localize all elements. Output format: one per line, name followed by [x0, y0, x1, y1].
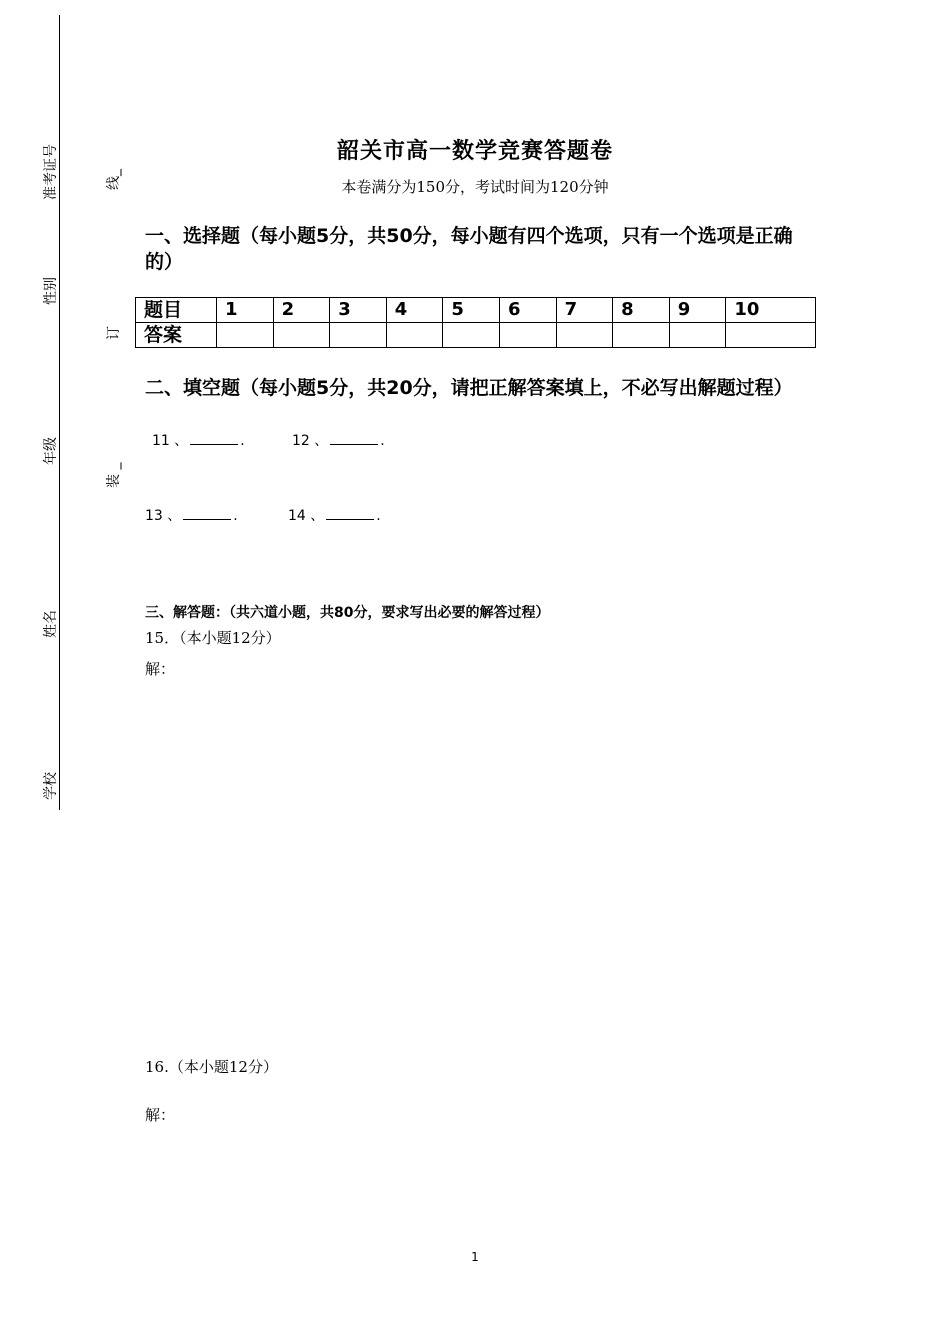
field-exam-id: 准考证号 — [43, 144, 59, 200]
seal-mark-pack: 装 _ — [106, 462, 122, 488]
question-number: 7 — [556, 298, 613, 323]
answer-cell[interactable] — [669, 323, 726, 348]
blank-line[interactable] — [326, 507, 374, 520]
row-label-question: 题目 — [136, 298, 217, 323]
question-number: 6 — [499, 298, 556, 323]
question-16-label: 16.（本小题12分） — [145, 1058, 278, 1076]
table-row — [136, 298, 816, 323]
field-gender: 性别 — [43, 277, 59, 305]
answer-cell[interactable] — [556, 323, 613, 348]
field-school: 学校 — [43, 772, 59, 800]
seal-mark-bind: 订 — [106, 326, 122, 340]
question-15-label: 15．（本小题12分） — [145, 629, 281, 647]
answer-cell[interactable] — [613, 323, 670, 348]
section1-heading: 一、选择题（每小题5分，共50分，每小题有四个选项，只有一个选项是正确的） — [145, 225, 793, 273]
answer-cell[interactable] — [330, 323, 387, 348]
fill-blank-13: 13 、 . — [145, 508, 238, 524]
question-number: 8 — [613, 298, 670, 323]
answer-cell[interactable] — [726, 323, 816, 348]
question-15-answer-label: 解： — [145, 660, 176, 678]
fill-blank-11: 11 、 . — [152, 433, 245, 449]
row-label-answer: 答案 — [136, 323, 217, 348]
answer-cell[interactable] — [217, 323, 274, 348]
answer-cell[interactable] — [443, 323, 500, 348]
question-number: 2 — [273, 298, 330, 323]
table-row — [136, 323, 816, 348]
question-number: 3 — [330, 298, 387, 323]
seal-mark-line: 线_ — [106, 169, 122, 190]
blank-line[interactable] — [183, 507, 231, 520]
question-number: 5 — [443, 298, 500, 323]
page-title: 韶关市高一数学竞赛答题卷 — [336, 139, 613, 164]
section2-heading: 二、填空题（每小题5分，共20分，请把正解答案填上，不必写出解题过程） — [145, 377, 793, 399]
question-number: 10 — [726, 298, 816, 323]
field-name: 姓名 — [43, 610, 59, 638]
page-subtitle: 本卷满分为150分，考试时间为120分钟 — [341, 178, 609, 196]
answer-cell[interactable] — [499, 323, 556, 348]
question-number: 9 — [669, 298, 726, 323]
field-grade: 年级 — [43, 437, 59, 465]
fill-blank-12: 12 、 . — [292, 433, 385, 449]
section3-heading: 三、解答题：（共六道小题，共80分，要求写出必要的解答过程） — [145, 605, 550, 621]
blank-line[interactable] — [190, 432, 238, 445]
answer-cell[interactable] — [273, 323, 330, 348]
blank-line[interactable] — [330, 432, 378, 445]
answer-cell[interactable] — [386, 323, 443, 348]
question-16-answer-label: 解： — [145, 1106, 176, 1124]
question-number: 1 — [217, 298, 274, 323]
answer-table — [135, 297, 816, 348]
fill-blank-14: 14 、 . — [288, 508, 381, 524]
question-number: 4 — [386, 298, 443, 323]
page-number: 1 — [471, 1250, 479, 1264]
